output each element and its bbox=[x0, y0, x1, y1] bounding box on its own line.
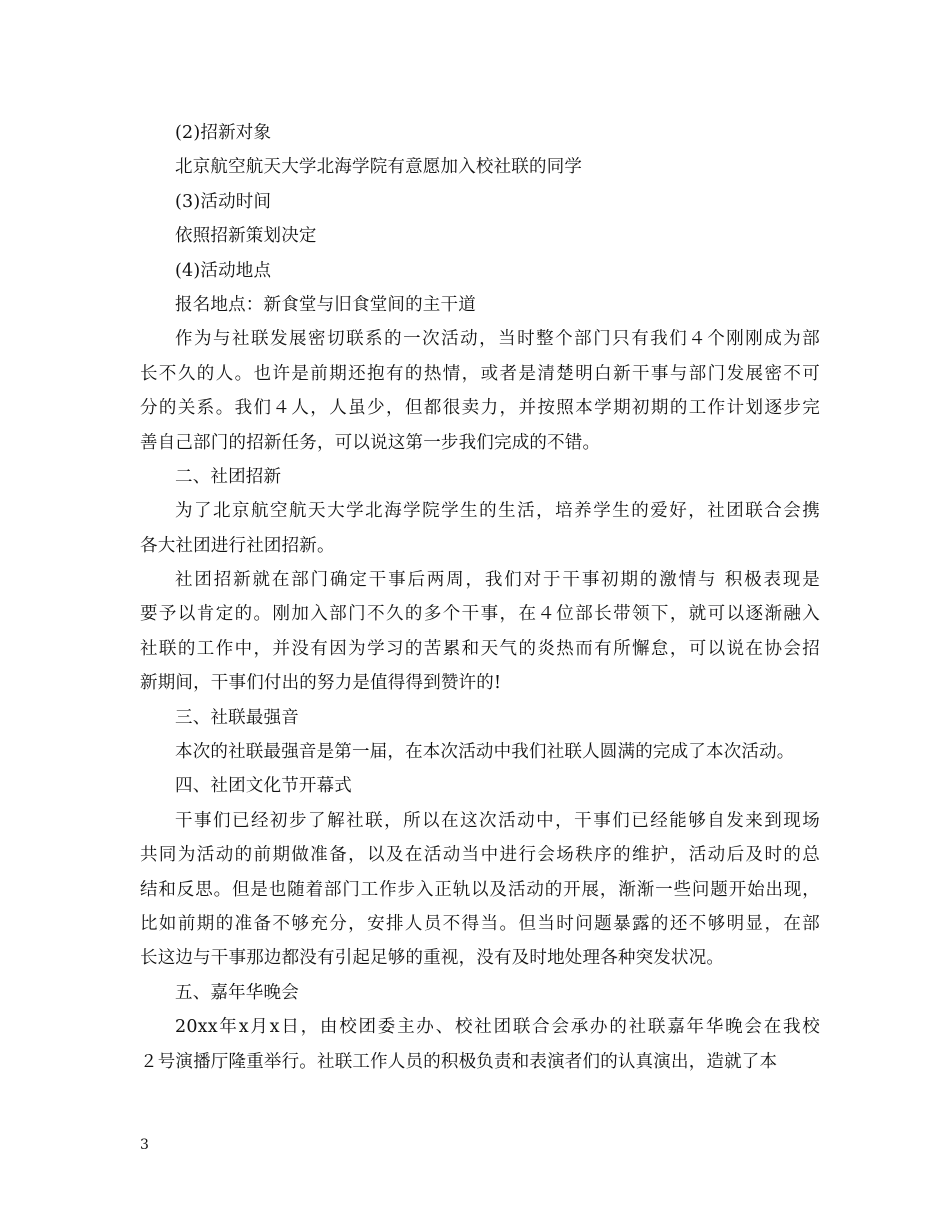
text-line: 二、社团招新 bbox=[175, 466, 282, 487]
text-line: 报名地点：新食堂与旧食堂间的主干道 bbox=[175, 294, 476, 315]
paragraph-line: 结和反思。但是也随着部门工作步入正轨以及活动的开展，渐渐一些问题开始出现， bbox=[140, 879, 820, 900]
text-line: (4)活动地点 bbox=[175, 260, 272, 281]
text-line: 北京航空航天大学北海学院有意愿加入校社联的同学 bbox=[175, 157, 583, 178]
paragraph-line: 社联的工作中，并没有因为学习的苦累和天气的炎热而有所懈怠，可以说在协会招 bbox=[140, 638, 820, 659]
page-number: 3 bbox=[140, 1137, 149, 1153]
paragraph-line: 要予以肯定的。刚加入部门不久的多个干事，在４位部长带领下，就可以逐渐融入 bbox=[140, 604, 820, 625]
paragraph-line: 比如前期的准备不够充分，安排人员不得当。但当时问题暴露的还不够明显，在部 bbox=[140, 913, 820, 934]
paragraph-line: 长不久的人。也许是前期还抱有的热情，或者是清楚明白新干事与部门发展密不可 bbox=[140, 363, 820, 384]
paragraph bbox=[140, 735, 820, 769]
text-line: 三、社联最强音 bbox=[175, 707, 299, 728]
paragraph-line: 共同为活动的前期做准备，以及在活动当中进行会场秩序的维护，活动后及时的总 bbox=[140, 845, 820, 866]
paragraph-line: 善自己部门的招新任务，可以说这第一步我们完成的不错。 bbox=[140, 432, 601, 453]
text-line: (3)活动时间 bbox=[175, 191, 272, 212]
paragraph bbox=[140, 322, 820, 460]
paragraph-line: 社团招新就在部门确定干事后两周，我们对于干事初期的激情与 积极表现是 bbox=[175, 570, 820, 591]
paragraph-line: 长这边与干事那边都没有引起足够的重视，没有及时地处理各种突发状况。 bbox=[140, 948, 725, 969]
text-line: 依照招新策划决定 bbox=[175, 226, 317, 247]
paragraph bbox=[140, 1010, 820, 1079]
paragraph-line: 本次的社联最强音是第一届，在本次活动中我们社联人圆满的完成了本次活动。 bbox=[175, 742, 795, 763]
paragraph-line: 各大社团进行社团招新。 bbox=[140, 535, 335, 556]
paragraph bbox=[140, 494, 820, 563]
paragraph-line: 作为与社联发展密切联系的一次活动，当时整个部门只有我们４个刚刚成为部 bbox=[175, 329, 820, 350]
text-line: (2)招新对象 bbox=[175, 123, 272, 143]
document-body bbox=[140, 116, 820, 1079]
text-line: 四、社团文化节开幕式 bbox=[175, 776, 352, 797]
paragraph-line: 分的关系。我们４人，人虽少，但都很卖力，并按照本学期初期的工作计划逐步完 bbox=[140, 398, 820, 419]
paragraph bbox=[140, 563, 820, 701]
paragraph-line: ２号演播厅隆重举行。社联工作人员的积极负责和表演者们的认真演出，造就了本 bbox=[140, 1051, 778, 1072]
paragraph-line: 干事们已经初步了解社联，所以在这次活动中，干事们已经能够自发来到现场 bbox=[175, 810, 820, 831]
paragraph-line: 20xx年x月x日，由校团委主办、校社团联合会承办的社联嘉年华晚会在我校 bbox=[175, 1017, 820, 1038]
paragraph-line: 新期间，干事们付出的努力是值得得到赞许的! bbox=[140, 673, 502, 694]
paragraph-line: 为了北京航空航天大学北海学院学生的生活，培养学生的爱好，社团联合会携 bbox=[175, 501, 820, 522]
paragraph bbox=[140, 804, 820, 976]
text-line: 五、嘉年华晚会 bbox=[175, 982, 299, 1003]
